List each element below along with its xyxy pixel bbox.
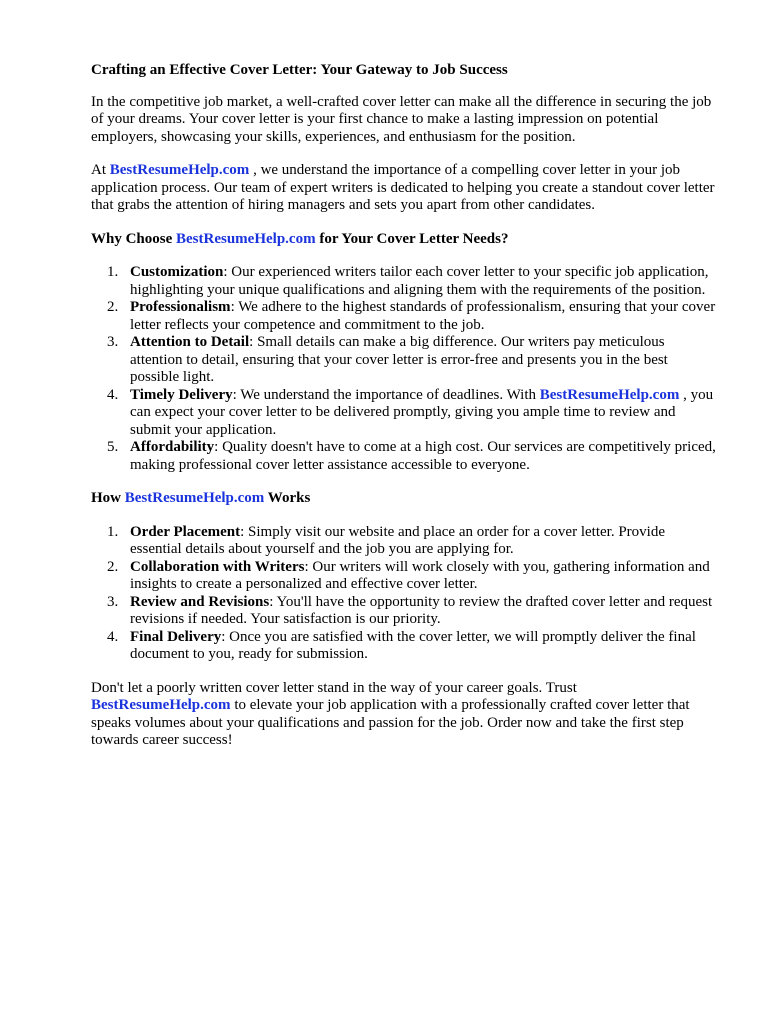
why-heading-prefix: Why Choose	[91, 230, 177, 247]
list-term: Collaboration with Writers	[130, 558, 305, 575]
why-choose-heading	[91, 231, 716, 249]
list-item	[91, 559, 716, 594]
list-text: : We adhere to the highest standards of professionalism, ensuring that your cover letter reflects your competence and commitment to the job.	[130, 299, 716, 333]
about-prefix: At	[91, 162, 110, 178]
list-text-after: , you can expect your cover letter to be delivered promptly, giving you ample time to review and submit your application.	[130, 386, 714, 438]
list-item	[91, 594, 716, 629]
list-text: : Our experienced writers tailor each cover letter to your specific job application, highlighting your unique qualifications and aligning them with the requirements of the position.	[130, 264, 709, 298]
how-heading-prefix: How	[91, 490, 125, 506]
list-item	[91, 334, 716, 387]
why-choose-list	[91, 264, 716, 474]
list-number: 4.	[107, 628, 119, 645]
bestresumehelp-link[interactable]: BestResumeHelp.com	[176, 230, 316, 247]
list-number: 5.	[107, 439, 119, 455]
list-term: Review and Revisions	[130, 593, 270, 610]
list-text: : You'll have the opportunity to review the drafted cover letter and request revisions if needed. Your satisfaction is our priority.	[130, 593, 713, 627]
list-number: 4.	[107, 386, 119, 403]
list-term: Final Delivery	[130, 628, 222, 645]
list-text: : Once you are satisfied with the cover letter, we will promptly deliver the final document to you, ready for submission.	[130, 628, 696, 662]
list-number: 2.	[107, 299, 119, 315]
page-title: Crafting an Effective Cover Letter: Your Gateway to Job Success	[91, 62, 508, 78]
closing-prefix: Don't let a poorly written cover letter stand in the way of your career goals. Trust	[91, 679, 577, 696]
closing-suffix: to elevate your job application with a professionally crafted cover letter that speaks volumes about your qualifications and passion for the job. Order now and take the first step towards career success!	[91, 697, 690, 748]
list-item	[91, 439, 716, 474]
how-it-works-list	[91, 524, 716, 664]
list-text: : Simply visit our website and place an order for a cover letter. Provide essential details about yourself and the job you are applying for.	[130, 523, 665, 557]
about-suffix: , we understand the importance of a compelling cover letter in your job application process. Our team of expert writers is dedicated to helping you create a standout cover letter that grabs the attention of hiring managers and sets you apart from other candidates.	[91, 162, 715, 213]
bestresumehelp-link[interactable]: BestResumeHelp.com	[539, 386, 680, 403]
list-item	[91, 264, 716, 299]
closing-paragraph	[91, 680, 716, 750]
list-text: : Quality doesn't have to come at a high cost. Our services are competitively priced, making professional cover letter assistance accessible to everyone.	[130, 439, 716, 473]
list-term: Customization	[130, 264, 224, 280]
list-term: Timely Delivery	[130, 386, 233, 403]
list-term: Professionalism	[130, 299, 231, 315]
list-number: 3.	[107, 593, 119, 610]
list-item	[91, 524, 716, 559]
about-paragraph	[91, 162, 716, 215]
why-heading-suffix: for Your Cover Letter Needs?	[315, 230, 509, 247]
list-text: : Small details can make a big difference. Our writers pay meticulous attention to detail, ensuring that your cover letter is error-free and presents you in the best possible light.	[130, 334, 668, 385]
list-term: Affordability	[130, 439, 215, 455]
list-term: Order Placement	[130, 523, 241, 540]
list-number: 1.	[107, 523, 119, 540]
list-item	[91, 387, 716, 440]
bestresumehelp-link[interactable]: BestResumeHelp.com	[124, 490, 265, 506]
how-it-works-heading	[91, 490, 716, 508]
list-term: Attention to Detail	[130, 334, 250, 350]
intro-paragraph: In the competitive job market, a well-crafted cover letter can make all the difference in securing the job of your dreams. Your cover letter is your first chance to make a lasting impression on potential employers, showcasing your skills, experiences, and enthusiasm for the position.	[91, 93, 712, 145]
list-text: : We understand the importance of deadlines. With	[232, 386, 540, 403]
list-item	[91, 629, 716, 664]
document-body	[91, 62, 716, 766]
bestresumehelp-link[interactable]: BestResumeHelp.com	[91, 697, 231, 713]
list-item	[91, 299, 716, 334]
list-number: 3.	[107, 334, 119, 350]
list-text: : Our writers will work closely with you, gathering information and insights to create a personalized and effective cover letter.	[130, 558, 710, 592]
list-number: 2.	[107, 558, 119, 575]
list-number: 1.	[107, 264, 119, 280]
bestresumehelp-link[interactable]: BestResumeHelp.com	[109, 162, 250, 178]
how-heading-suffix: Works	[264, 490, 311, 506]
